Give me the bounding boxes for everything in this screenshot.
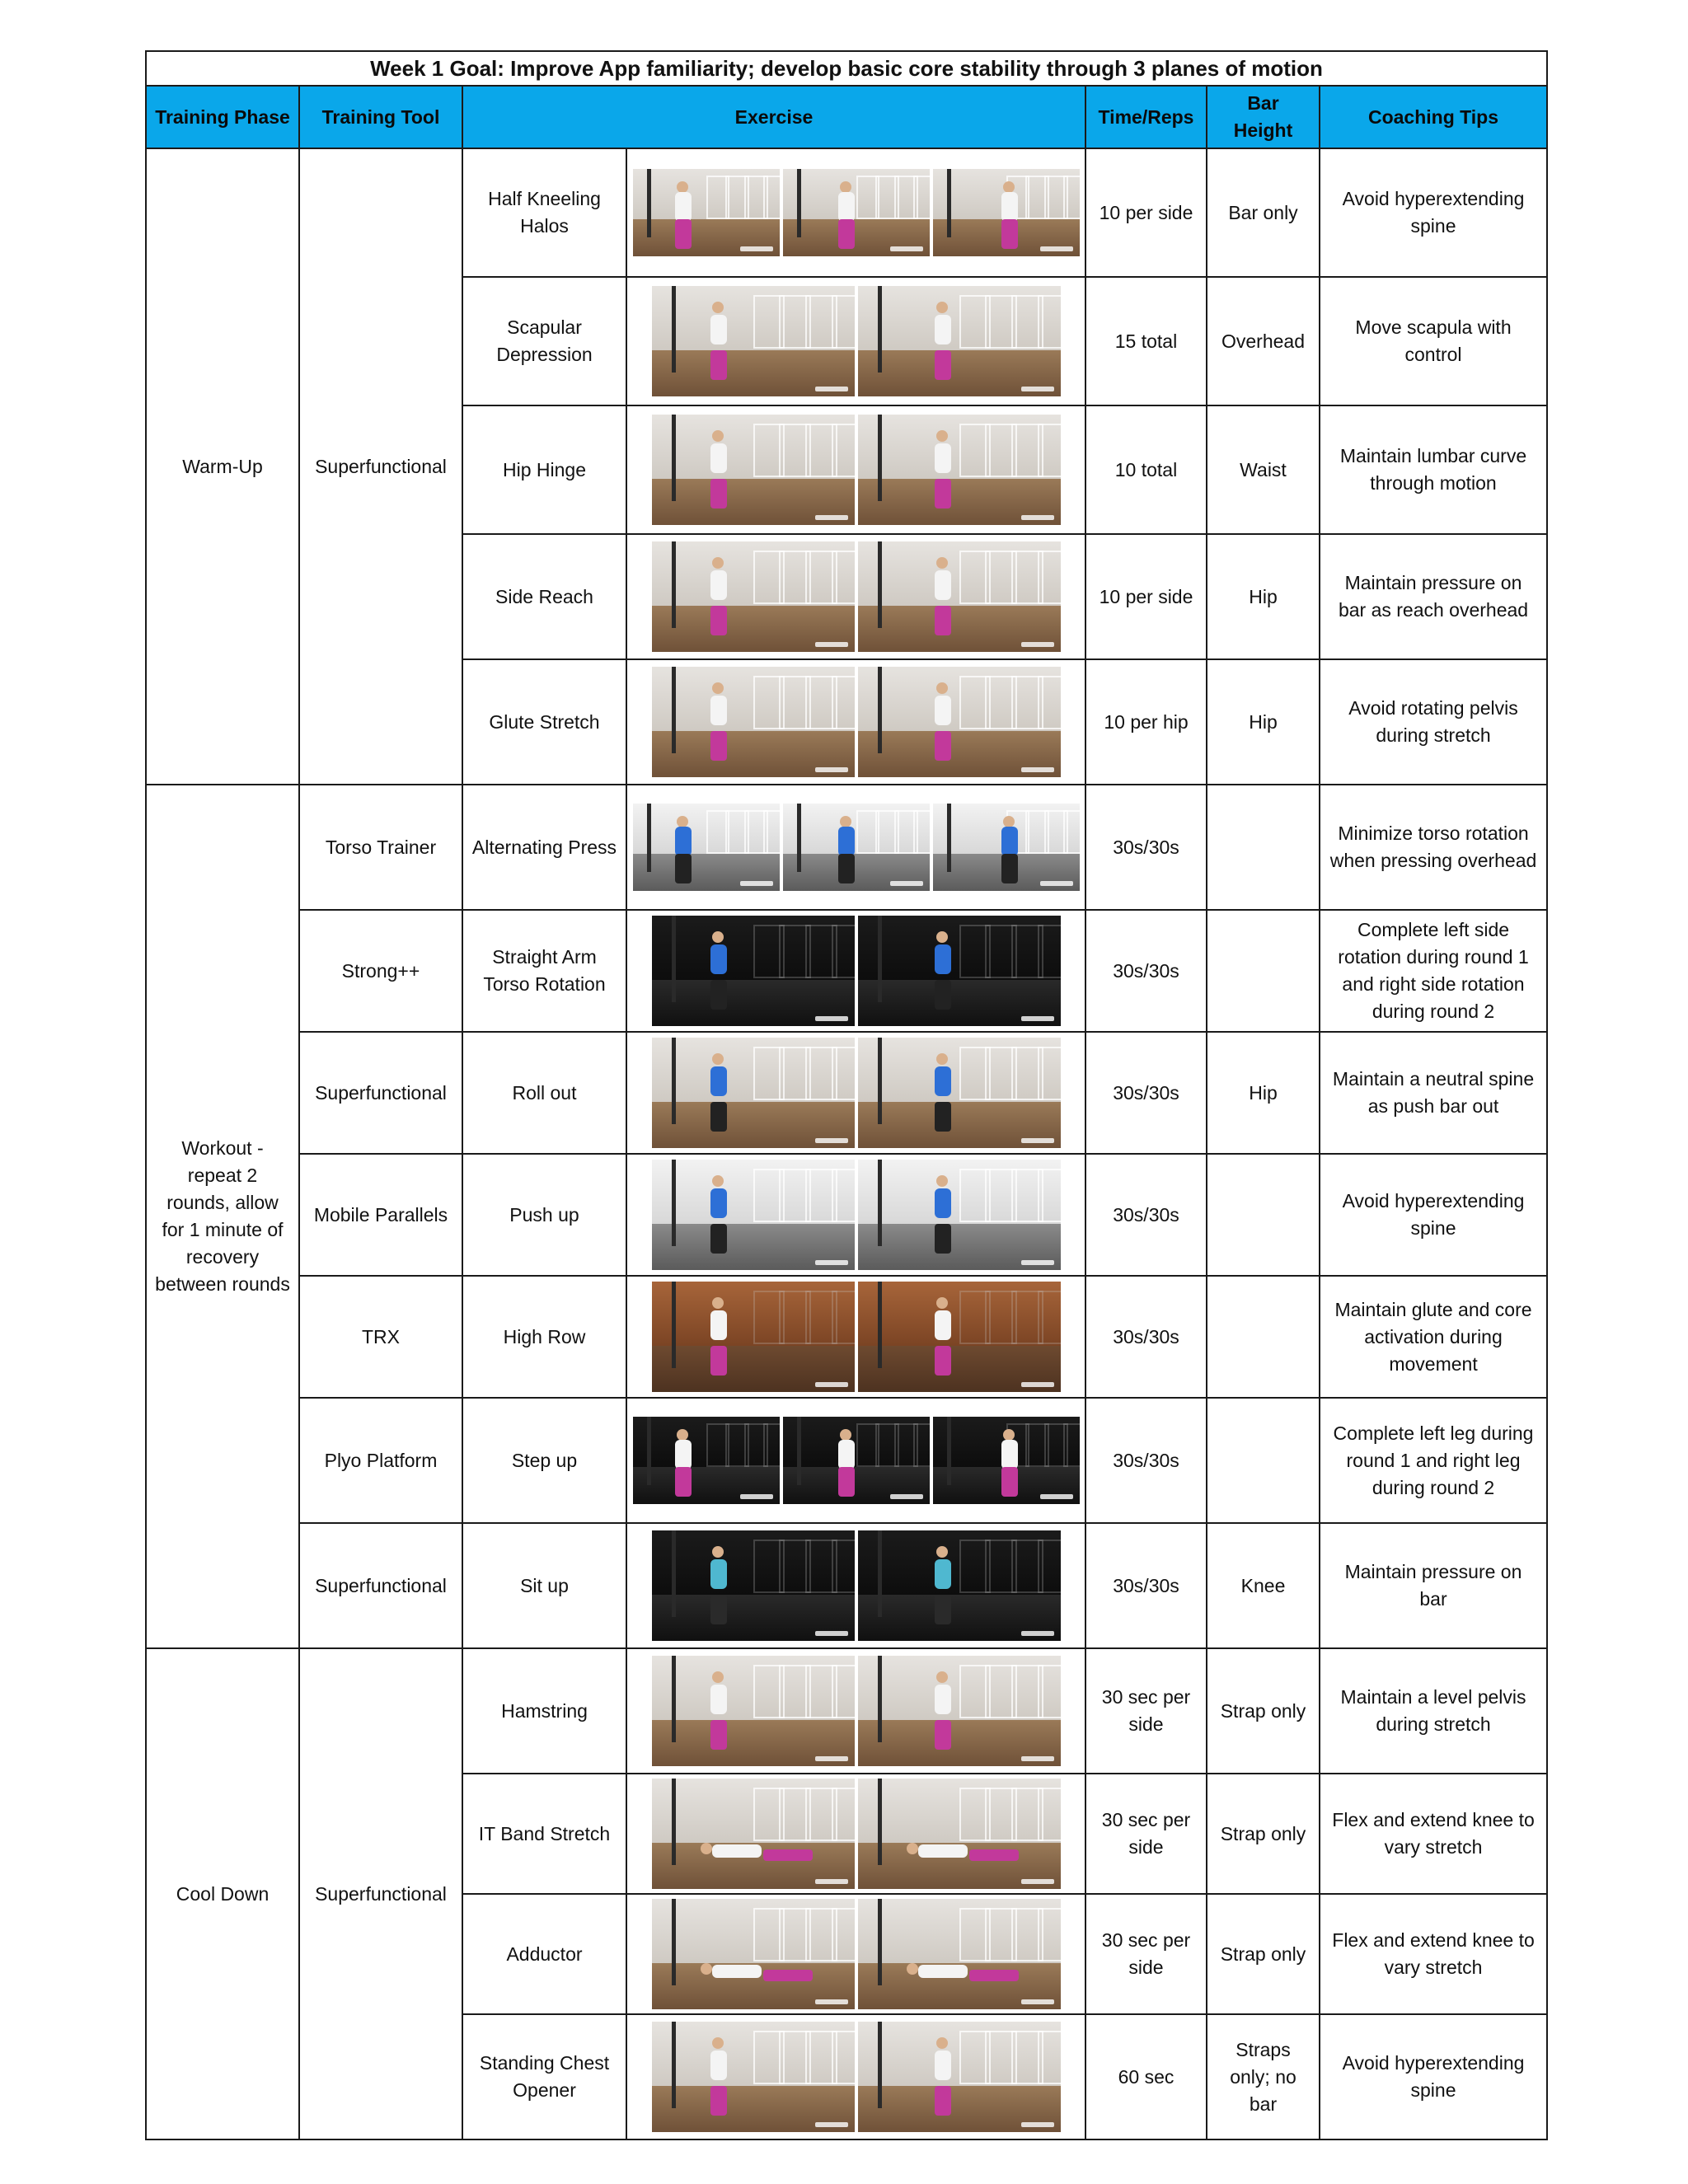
exercise-name: Roll out <box>462 1032 626 1154</box>
exercise-thumbnail <box>933 804 1080 891</box>
phase-warm-up: Warm-Up <box>146 148 299 785</box>
exercise-images <box>626 1276 1085 1398</box>
thumbnail-strip <box>631 1038 1081 1148</box>
exercise-thumbnail <box>652 916 855 1026</box>
exercise-images <box>626 1154 1085 1276</box>
exercise-images <box>626 1774 1085 1894</box>
exercise-thumbnail <box>858 916 1061 1026</box>
exercise-row <box>146 1032 1547 1154</box>
time-reps-cell: 30s/30s <box>1085 1032 1207 1154</box>
header-training-tool: Training Tool <box>299 86 462 148</box>
exercise-thumbnail <box>652 541 855 652</box>
exercise-thumbnail <box>858 2022 1061 2132</box>
exercise-images <box>626 1648 1085 1774</box>
exercise-name: Standing Chest Opener <box>462 2014 626 2139</box>
time-reps-cell: 10 total <box>1085 405 1207 534</box>
exercise-name: Glute Stretch <box>462 659 626 785</box>
bar-height-cell: Strap only <box>1207 1774 1320 1894</box>
exercise-name: Sit up <box>462 1523 626 1648</box>
exercise-row <box>146 1648 1547 1774</box>
training-tool-cell: Mobile Parallels <box>299 1154 462 1276</box>
exercise-thumbnail <box>783 1417 930 1504</box>
exercise-row <box>146 1523 1547 1648</box>
exercise-row <box>146 785 1547 910</box>
coaching-tip-cell: Avoid rotating pelvis during stretch <box>1320 659 1547 785</box>
exercise-thumbnail <box>652 1282 855 1392</box>
coaching-tip-cell: Flex and extend knee to vary stretch <box>1320 1774 1547 1894</box>
exercise-images <box>626 1894 1085 2014</box>
thumbnail-strip <box>631 1899 1081 2009</box>
time-reps-cell: 30s/30s <box>1085 1398 1207 1523</box>
exercise-thumbnail <box>633 804 780 891</box>
coaching-tip-cell: Flex and extend knee to vary stretch <box>1320 1894 1547 2014</box>
time-reps-cell: 60 sec <box>1085 2014 1207 2139</box>
exercise-thumbnail <box>652 286 855 396</box>
exercise-images <box>626 405 1085 534</box>
header-coaching-tips: Coaching Tips <box>1320 86 1547 148</box>
bar-height-cell <box>1207 1276 1320 1398</box>
time-reps-cell: 10 per side <box>1085 534 1207 659</box>
exercise-thumbnail <box>652 415 855 525</box>
exercise-name: Step up <box>462 1398 626 1523</box>
training-tool-cell: Torso Trainer <box>299 785 462 910</box>
exercise-name: Alternating Press <box>462 785 626 910</box>
exercise-thumbnail <box>858 1038 1061 1148</box>
header-bar-height: Bar Height <box>1207 86 1320 148</box>
exercise-images <box>626 1398 1085 1523</box>
exercise-thumbnail <box>858 1656 1061 1766</box>
exercise-images <box>626 534 1085 659</box>
exercise-thumbnail <box>783 169 930 256</box>
bar-height-cell: Bar only <box>1207 148 1320 277</box>
bar-height-cell: Knee <box>1207 1523 1320 1648</box>
exercise-images <box>626 1523 1085 1648</box>
bar-height-cell <box>1207 1154 1320 1276</box>
thumbnail-strip <box>631 1530 1081 1641</box>
exercise-thumbnail <box>652 1038 855 1148</box>
time-reps-cell: 30s/30s <box>1085 1276 1207 1398</box>
exercise-row <box>146 910 1547 1032</box>
exercise-row <box>146 1276 1547 1398</box>
exercise-images <box>626 659 1085 785</box>
exercise-thumbnail <box>858 541 1061 652</box>
time-reps-cell: 30 sec per side <box>1085 1894 1207 2014</box>
coaching-tip-cell: Move scapula with control <box>1320 277 1547 405</box>
exercise-name: Hamstring <box>462 1648 626 1774</box>
exercise-images <box>626 2014 1085 2139</box>
phase-workout: Workout - repeat 2 rounds, allow for 1 minute of recovery between rounds <box>146 785 299 1648</box>
time-reps-cell: 30s/30s <box>1085 1154 1207 1276</box>
exercise-thumbnail <box>652 1530 855 1641</box>
thumbnail-strip <box>631 1656 1081 1766</box>
coaching-tip-cell: Maintain pressure on bar <box>1320 1523 1547 1648</box>
time-reps-cell: 30s/30s <box>1085 785 1207 910</box>
bar-height-cell: Strap only <box>1207 1894 1320 2014</box>
training-tool-cell: Superfunctional <box>299 1523 462 1648</box>
exercise-thumbnail <box>858 1282 1061 1392</box>
exercise-row <box>146 148 1547 277</box>
phase-cool-down: Cool Down <box>146 1648 299 2139</box>
exercise-thumbnail <box>652 1160 855 1270</box>
exercise-name: Push up <box>462 1154 626 1276</box>
exercise-thumbnail <box>858 1779 1061 1889</box>
coaching-tip-cell: Avoid hyperextending spine <box>1320 1154 1547 1276</box>
bar-height-cell: Hip <box>1207 534 1320 659</box>
exercise-row <box>146 1398 1547 1523</box>
exercise-thumbnail <box>933 169 1080 256</box>
training-tool-cell: TRX <box>299 1276 462 1398</box>
coaching-tip-cell: Maintain a neutral spine as push bar out <box>1320 1032 1547 1154</box>
thumbnail-strip <box>631 804 1081 891</box>
time-reps-cell: 30s/30s <box>1085 1523 1207 1648</box>
exercise-thumbnail <box>933 1417 1080 1504</box>
bar-height-cell <box>1207 1398 1320 1523</box>
coaching-tip-cell: Complete left side rotation during round 1 and right side rotation during round 2 <box>1320 910 1547 1032</box>
coaching-tip-cell: Avoid hyperextending spine <box>1320 148 1547 277</box>
time-reps-cell: 10 per hip <box>1085 659 1207 785</box>
bar-height-cell: Straps only; no bar <box>1207 2014 1320 2139</box>
exercise-thumbnail <box>858 667 1061 777</box>
thumbnail-strip <box>631 1282 1081 1392</box>
header-time-reps: Time/Reps <box>1085 86 1207 148</box>
exercise-name: Adductor <box>462 1894 626 2014</box>
exercise-images <box>626 1032 1085 1154</box>
exercise-name: IT Band Stretch <box>462 1774 626 1894</box>
exercise-thumbnail <box>783 804 930 891</box>
exercise-thumbnail <box>652 1899 855 2009</box>
thumbnail-strip <box>631 286 1081 396</box>
time-reps-cell: 15 total <box>1085 277 1207 405</box>
exercise-thumbnail <box>652 1779 855 1889</box>
header-exercise: Exercise <box>462 86 1085 148</box>
thumbnail-strip <box>631 916 1081 1026</box>
header-training-phase: Training Phase <box>146 86 299 148</box>
header-row <box>146 86 1547 148</box>
bar-height-cell <box>1207 785 1320 910</box>
training-tool-cell: Superfunctional <box>299 1648 462 2139</box>
exercise-thumbnail <box>858 1160 1061 1270</box>
exercise-images <box>626 785 1085 910</box>
exercise-thumbnail <box>858 286 1061 396</box>
thumbnail-strip <box>631 1160 1081 1270</box>
exercise-thumbnail <box>633 1417 780 1504</box>
bar-height-cell: Hip <box>1207 1032 1320 1154</box>
bar-height-cell: Strap only <box>1207 1648 1320 1774</box>
coaching-tip-cell: Maintain glute and core activation during movement <box>1320 1276 1547 1398</box>
coaching-tip-cell: Maintain lumbar curve through motion <box>1320 405 1547 534</box>
thumbnail-strip <box>631 1779 1081 1889</box>
training-tool-cell: Strong++ <box>299 910 462 1032</box>
training-tool-cell: Superfunctional <box>299 1032 462 1154</box>
exercise-images <box>626 277 1085 405</box>
training-tool-cell: Superfunctional <box>299 148 462 785</box>
bar-height-cell: Waist <box>1207 405 1320 534</box>
exercise-name: High Row <box>462 1276 626 1398</box>
exercise-name: Hip Hinge <box>462 405 626 534</box>
week-goal-title: Week 1 Goal: Improve App familiarity; develop basic core stability through 3 planes of motion <box>146 51 1547 86</box>
thumbnail-strip <box>631 169 1081 256</box>
bar-height-cell <box>1207 910 1320 1032</box>
thumbnail-strip <box>631 415 1081 525</box>
bar-height-cell: Overhead <box>1207 277 1320 405</box>
time-reps-cell: 30 sec per side <box>1085 1774 1207 1894</box>
exercise-thumbnail <box>652 667 855 777</box>
time-reps-cell: 30s/30s <box>1085 910 1207 1032</box>
coaching-tip-cell: Maintain a level pelvis during stretch <box>1320 1648 1547 1774</box>
thumbnail-strip <box>631 541 1081 652</box>
coaching-tip-cell: Avoid hyperextending spine <box>1320 2014 1547 2139</box>
exercise-thumbnail <box>858 415 1061 525</box>
exercise-name: Straight Arm Torso Rotation <box>462 910 626 1032</box>
exercise-thumbnail <box>652 1656 855 1766</box>
bar-height-cell: Hip <box>1207 659 1320 785</box>
coaching-tip-cell: Minimize torso rotation when pressing overhead <box>1320 785 1547 910</box>
exercise-thumbnail <box>633 169 780 256</box>
time-reps-cell: 30 sec per side <box>1085 1648 1207 1774</box>
exercise-name: Scapular Depression <box>462 277 626 405</box>
coaching-tip-cell: Maintain pressure on bar as reach overhead <box>1320 534 1547 659</box>
thumbnail-strip <box>631 1417 1081 1504</box>
coaching-tip-cell: Complete left leg during round 1 and right leg during round 2 <box>1320 1398 1547 1523</box>
thumbnail-strip <box>631 667 1081 777</box>
thumbnail-strip <box>631 2022 1081 2132</box>
exercise-images <box>626 910 1085 1032</box>
time-reps-cell: 10 per side <box>1085 148 1207 277</box>
exercise-row <box>146 1154 1547 1276</box>
exercise-images <box>626 148 1085 277</box>
exercise-thumbnail <box>652 2022 855 2132</box>
exercise-thumbnail <box>858 1530 1061 1641</box>
exercise-name: Half Kneeling Halos <box>462 148 626 277</box>
workout-table <box>145 50 1548 2140</box>
training-tool-cell: Plyo Platform <box>299 1398 462 1523</box>
exercise-thumbnail <box>858 1899 1061 2009</box>
exercise-name: Side Reach <box>462 534 626 659</box>
